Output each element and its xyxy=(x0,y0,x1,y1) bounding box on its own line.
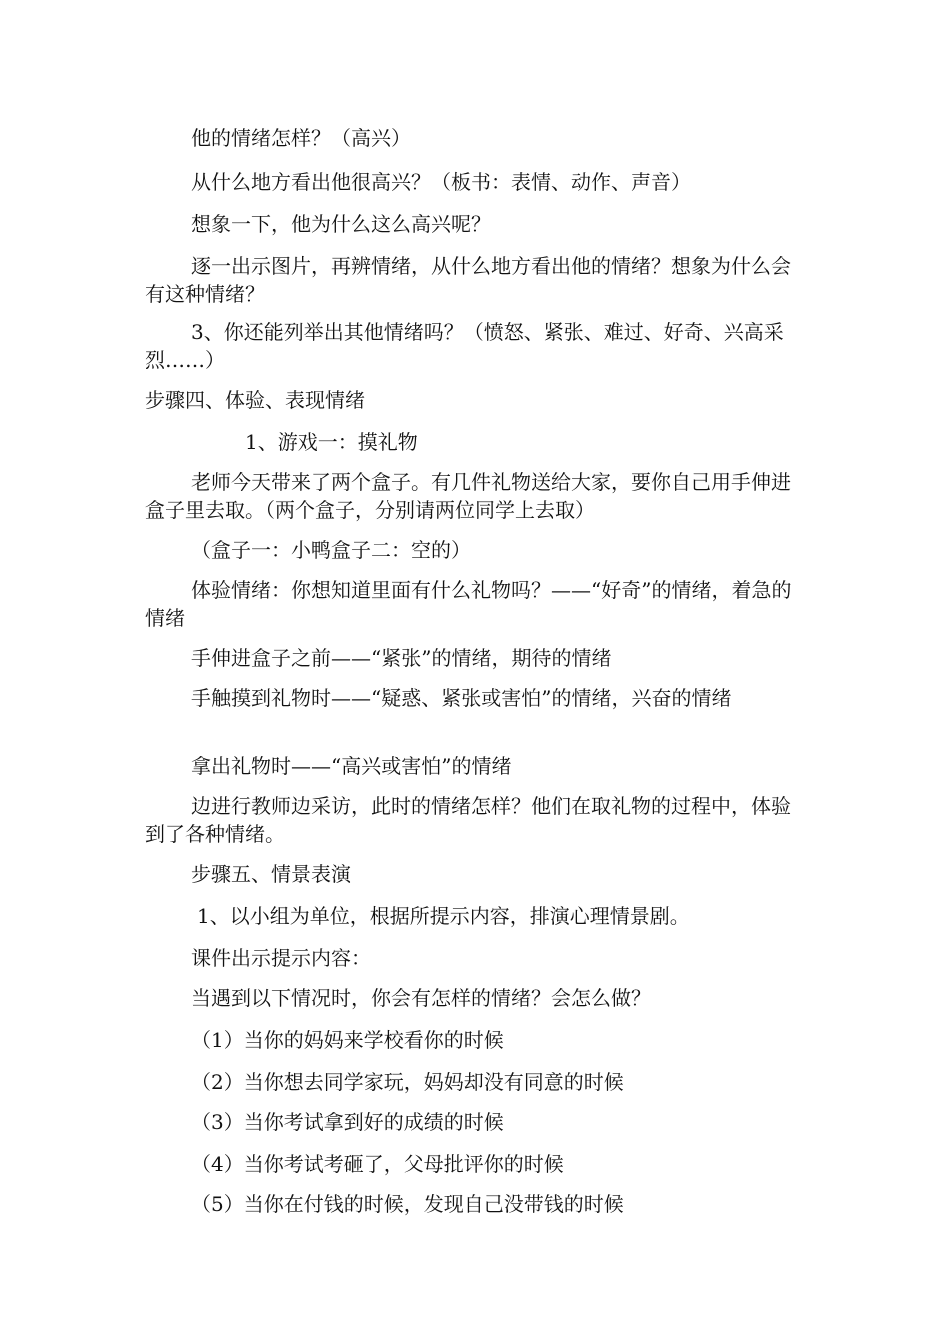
paragraph: 当遇到以下情况时，你会有怎样的情绪？会怎么做？ xyxy=(191,986,651,1010)
paragraph: 课件出示提示内容： xyxy=(191,946,371,970)
paragraph: 3、你还能列举出其他情绪吗？（愤怒、紧张、难过、好奇、兴高采烈……） xyxy=(145,320,784,372)
section-heading: 步骤四、体验、表现情绪 xyxy=(145,388,365,412)
list-item: （1）当你的妈妈来学校看你的时候 xyxy=(191,1028,504,1052)
section-heading: 步骤五、情景表演 xyxy=(191,862,351,886)
paragraph: 手触摸到礼物时——“疑惑、紧张或害怕”的情绪，兴奋的情绪 xyxy=(191,686,732,710)
paragraph: 老师今天带来了两个盒子。有几件礼物送给大家，要你自己用手伸进盒子里去取。（两个盒子，分别请两位同学上去取） xyxy=(145,470,791,522)
paragraph: 想象一下，他为什么这么高兴呢？ xyxy=(191,212,491,236)
paragraph: 体验情绪：你想知道里面有什么礼物吗？——“好奇”的情绪，着急的情绪 xyxy=(145,578,792,630)
list-item: （3）当你考试拿到好的成绩的时候 xyxy=(191,1110,504,1134)
paragraph: 他的情绪怎样？（高兴） xyxy=(191,126,411,150)
list-item: （5）当你在付钱的时候，发现自己没带钱的时候 xyxy=(191,1192,624,1216)
list-item: （4）当你考试考砸了，父母批评你的时候 xyxy=(191,1152,564,1176)
paragraph: 1、游戏一：摸礼物 xyxy=(245,430,418,454)
paragraph: 边进行教师边采访，此时的情绪怎样？他们在取礼物的过程中，体验到了各种情绪。 xyxy=(145,794,791,846)
paragraph: 1、以小组为单位，根据所提示内容，排演心理情景剧。 xyxy=(197,904,690,928)
paragraph: （盒子一：小鸭盒子二：空的） xyxy=(191,538,471,562)
list-item: （2）当你想去同学家玩，妈妈却没有同意的时候 xyxy=(191,1070,624,1094)
paragraph: 手伸进盒子之前——“紧张”的情绪，期待的情绪 xyxy=(191,646,612,670)
paragraph: 逐一出示图片，再辨情绪，从什么地方看出他的情绪？想象为什么会有这种情绪？ xyxy=(145,254,791,306)
paragraph: 从什么地方看出他很高兴？（板书：表情、动作、声音） xyxy=(191,170,691,194)
paragraph: 拿出礼物时——“高兴或害怕”的情绪 xyxy=(191,754,512,778)
